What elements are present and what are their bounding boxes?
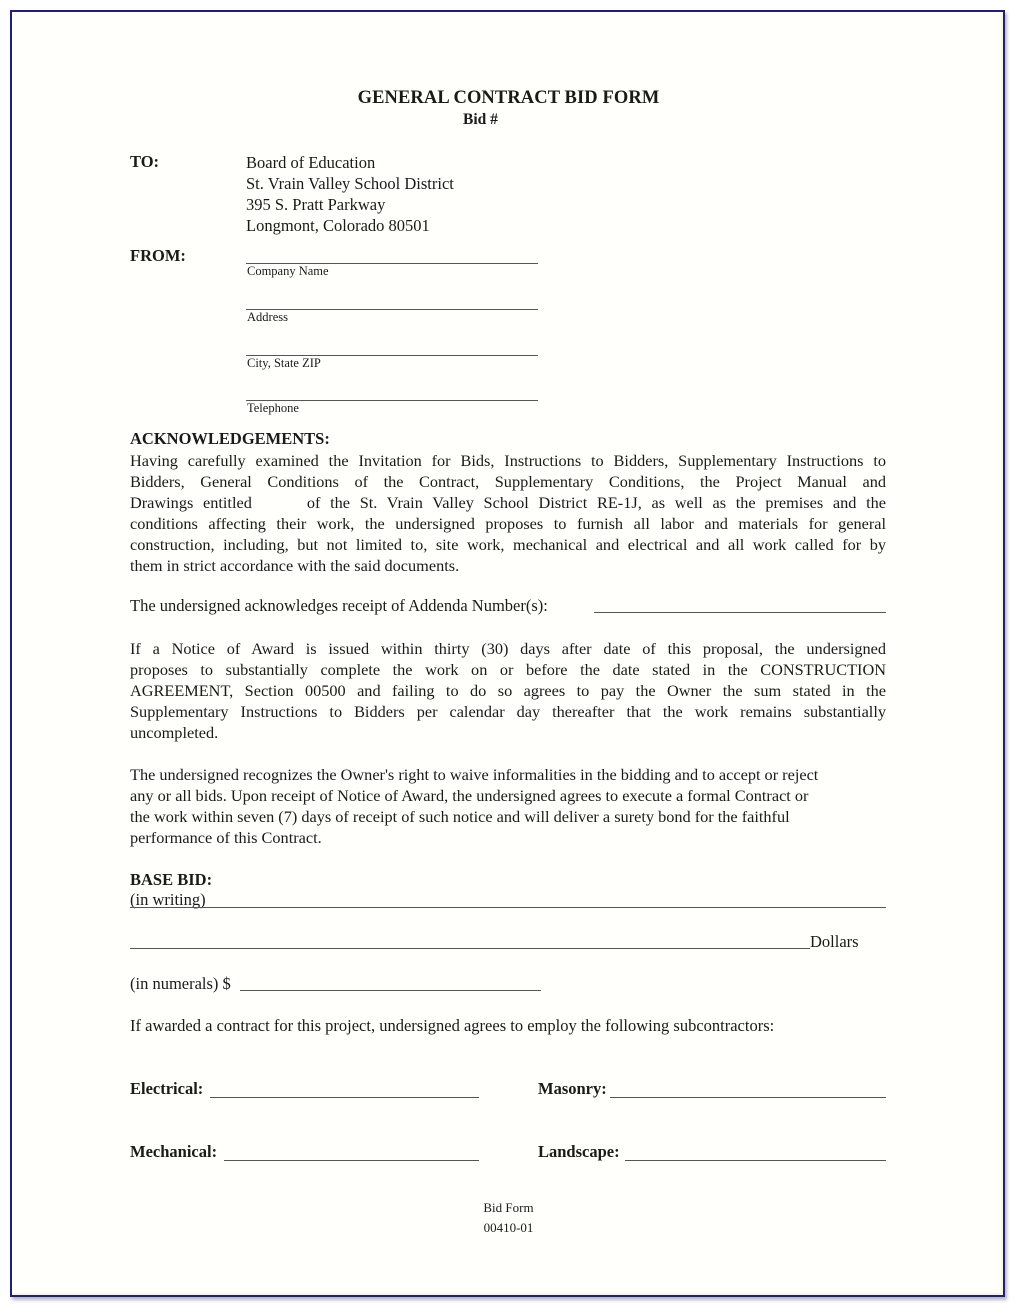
- district-text: of the St. Vrain Valley School District RE-1J, as well as the premises and the: [306, 493, 887, 512]
- address-field[interactable]: [246, 309, 538, 310]
- owner-rights-paragraph: [130, 764, 886, 848]
- in-writing-label: (in writing): [130, 890, 206, 909]
- base-bid-numerals-field[interactable]: [240, 990, 541, 991]
- acknowledgements-heading: ACKNOWLEDGEMENTS:: [130, 429, 330, 448]
- paragraph-line: conditions affecting their work, the undersigned proposes to furnish all labor and materials for general: [130, 514, 886, 533]
- paragraph-line: the work within seven (7) days of receipt of such notice and will deliver a surety bond for the faithful: [130, 807, 790, 826]
- paragraph-line: AGREEMENT, Section 00500 and failing to do so agrees to pay the Owner the sum stated in the: [130, 681, 886, 700]
- landscape-subcontractor-field[interactable]: [625, 1160, 886, 1161]
- paragraph-line: [130, 492, 886, 513]
- paragraph-line: Supplementary Instructions to Bidders per calendar day thereafter that the work remains substantially: [130, 702, 886, 721]
- recipient-line: St. Vrain Valley School District: [246, 174, 454, 193]
- company-name-caption: Company Name: [247, 264, 329, 278]
- paragraph-line: them in strict accordance with the said documents.: [130, 556, 460, 575]
- electrical-label: Electrical:: [130, 1079, 204, 1098]
- page-title: [0, 88, 1017, 109]
- subcontractors-intro: If awarded a contract for this project, undersigned agrees to employ the following subcontractors:: [130, 1016, 775, 1035]
- drawings-entitled-text: Drawings entitled: [130, 493, 252, 512]
- paragraph-line: any or all bids. Upon receipt of Notice of Award, the undersigned agrees to execute a formal Contract or: [130, 786, 809, 805]
- from-label: FROM:: [130, 246, 186, 265]
- page-footer: [0, 1198, 1017, 1238]
- form-title: GENERAL CONTRACT BID FORM: [357, 88, 660, 108]
- to-label: TO:: [130, 152, 160, 171]
- base-bid-writing-field[interactable]: [130, 907, 886, 908]
- addenda-numbers-field[interactable]: [594, 612, 886, 613]
- telephone-caption: Telephone: [247, 401, 299, 415]
- bid-number-label: Bid #: [463, 111, 498, 128]
- paragraph-line: Having carefully examined the Invitation for Bids, Instructions to Bidders, Supplementary Instructions to: [130, 451, 886, 470]
- paragraph-line: proposes to substantially complete the work on or before the date stated in the CONSTRUCTION: [130, 660, 886, 679]
- paragraph-line: uncompleted.: [130, 723, 219, 742]
- notice-of-award-paragraph: [130, 638, 886, 743]
- recipient-address: [246, 152, 454, 236]
- paragraph-line: The undersigned recognizes the Owner's right to waive informalities in the bidding and to accept or reject: [130, 765, 819, 784]
- landscape-label: Landscape:: [538, 1142, 620, 1161]
- masonry-label: Masonry:: [538, 1079, 607, 1098]
- footer-form-number: 00410-01: [483, 1220, 534, 1235]
- mechanical-subcontractor-field[interactable]: [224, 1160, 479, 1161]
- paragraph-line: construction, including, but not limited to, site work, mechanical and electrical and all work called for by: [130, 535, 886, 554]
- in-numerals-label: [130, 974, 231, 994]
- addenda-label: The undersigned acknowledges receipt of Addenda Number(s):: [130, 596, 548, 615]
- dollars-label: Dollars: [810, 932, 859, 951]
- paragraph-line: Bidders, General Conditions of the Contract, Supplementary Conditions, the Project Manual and: [130, 472, 886, 491]
- paragraph-line: If a Notice of Award is issued within thirty (30) days after date of this proposal, the undersigned: [130, 639, 886, 658]
- city-state-zip-caption: City, State ZIP: [247, 356, 321, 370]
- recipient-line: Board of Education: [246, 153, 376, 172]
- recipient-line: 395 S. Pratt Parkway: [246, 195, 386, 214]
- acknowledgements-paragraph: [130, 450, 886, 576]
- footer-form-name: Bid Form: [483, 1200, 534, 1215]
- electrical-subcontractor-field[interactable]: [210, 1097, 479, 1098]
- recipient-line: Longmont, Colorado 80501: [246, 216, 430, 235]
- mechanical-label: Mechanical:: [130, 1142, 218, 1161]
- base-bid-heading: BASE BID:: [130, 870, 213, 889]
- in-numerals-text: (in numerals) $: [130, 974, 231, 993]
- base-bid-writing-field-line2[interactable]: [130, 948, 810, 949]
- address-caption: Address: [247, 310, 288, 324]
- paragraph-line: performance of this Contract.: [130, 828, 322, 847]
- masonry-subcontractor-field[interactable]: [610, 1097, 886, 1098]
